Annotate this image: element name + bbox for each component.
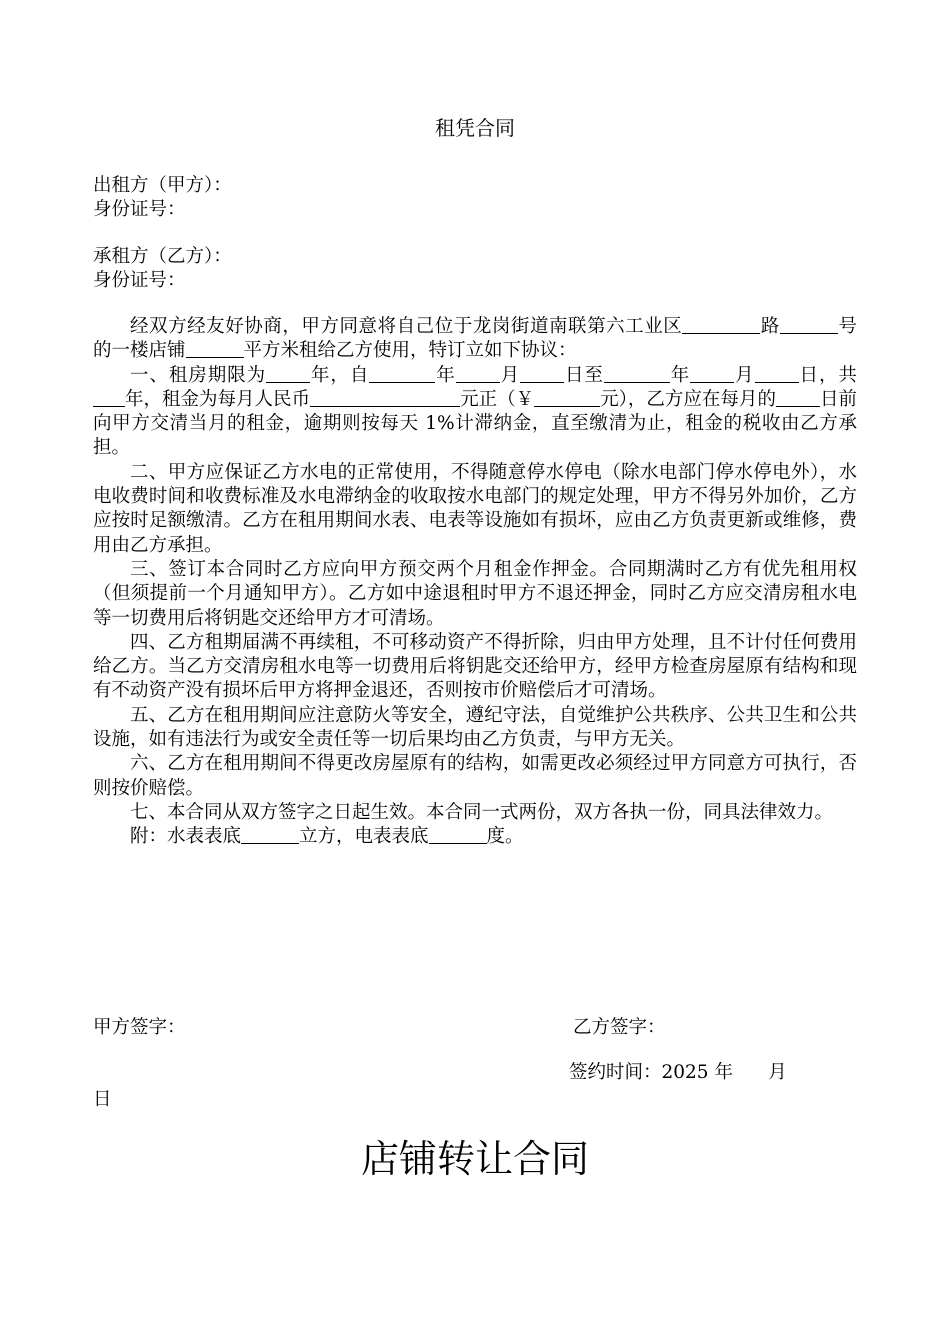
blank-field [604, 364, 670, 383]
clause-text: 月 [734, 364, 755, 386]
blank-field [241, 825, 299, 844]
clause-text: 元），乙方应在每月的 [600, 388, 776, 410]
clause-text: 日至 [564, 364, 604, 386]
clause-3: 三、签订本合同时乙方应向甲方预交两个月租金作押金。合同期满时乙方有优先租用权（但须提前一个月通知甲方）。乙方如中途退租时甲方不退还押金，同时乙方应交清房租水电等一切费用后将钥匙交还给甲方才可清场。 [93, 558, 857, 629]
blank-field [93, 388, 125, 407]
clause-text: 日，共 [798, 364, 857, 386]
appendix-text: 度。 [486, 826, 524, 848]
lessee-label: 承租方（乙方）： [93, 246, 232, 267]
clause-1 [93, 364, 857, 461]
clause-text: 元正（￥ [460, 388, 535, 410]
blank-field [534, 388, 600, 407]
clause-4: 四、乙方租期届满不再续租，不可移动资产不得折除，归由甲方处理，且不计付任何费用给乙方。当乙方交清房租水电等一切费用后将钥匙交还给甲方，经甲方检查房屋原有结构和现有不动资产没有损坏后甲方将押金退还，否则按市价赔偿后才可清场。 [93, 631, 857, 702]
blank-field [755, 364, 799, 383]
blank-field [690, 364, 734, 383]
clause-text: 年，租金为每月人民币 [125, 388, 311, 410]
party-a-signature: 甲方签字： [93, 1017, 186, 1038]
clause-text: 年 [669, 364, 691, 386]
clause-7: 七、本合同从双方签字之日起生效。本合同一式两份，双方各执一份，同具法律效力。 [130, 801, 834, 823]
clause-text: 日前向甲方交清当月的租金，逾期则按每天 1%计滞纳金，直至缴清为止，租金的税收由乙方承担。 [93, 388, 857, 459]
blank-field [369, 364, 435, 383]
contract-body [93, 315, 857, 850]
appendix-text: 立方，电表表底 [299, 826, 429, 848]
intro-text: 号的一楼店铺 [93, 316, 857, 362]
blank-field [682, 315, 760, 334]
contract-title: 租凭合同 [435, 116, 515, 140]
blank-field [186, 339, 244, 358]
clause-text: 年 [435, 364, 456, 386]
clause-6: 六、乙方在租用期间不得更改房屋原有的结构，如需更改必须经过甲方同意方可执行，否则按价赔偿。 [93, 753, 857, 799]
clause-text: 月 [499, 364, 521, 386]
appendix-text: 附：水表表底 [130, 826, 242, 848]
blank-field [266, 364, 310, 383]
blank-field [776, 388, 820, 407]
party-b-signature: 乙方签字： [573, 1017, 666, 1038]
lessor-id-label: 身份证号： [93, 199, 186, 220]
clause-text: 一、租房期限为 [130, 364, 267, 386]
lessor-label: 出租方（甲方）： [93, 175, 232, 196]
blank-field [429, 825, 487, 844]
intro-text: 路 [760, 316, 780, 337]
clause-5: 五、乙方在租用期间应注意防火等安全，遵纪守法，自觉维护公共秩序、公共卫生和公共设施，如有违法行为或安全责任等一切后果均由乙方负责，与甲方无关。 [93, 704, 857, 751]
blank-field [456, 364, 500, 383]
blank-field [780, 315, 838, 334]
lessee-id-label: 身份证号： [93, 270, 186, 291]
sign-day: 日 [93, 1089, 112, 1110]
intro-text: 经双方经友好协商，甲方同意将自己位于龙岗街道南联第六工业区 [130, 316, 683, 337]
sign-date: 签约时间：2025 年 月 [569, 1062, 787, 1083]
intro-paragraph [93, 315, 857, 364]
clause-2: 二、甲方应保证乙方水电的正常使用，不得随意停水停电（除水电部门停水停电外），水电收费时间和收费标准及水电滞纳金的收取按水电部门的规定处理，甲方不得另外加价，乙方应按时足额缴清。乙方在租用期间水表、电表等设施如有损坏，应由乙方负责更新或维修，费用由乙方承担。 [93, 461, 857, 556]
intro-text: 平方米租给乙方使用，特订立如下协议： [243, 340, 577, 362]
next-document-title: 店铺转让合同 [360, 1137, 589, 1181]
appendix-line [93, 825, 857, 849]
blank-field [310, 388, 460, 407]
blank-field [520, 364, 564, 383]
clause-text: 年，自 [310, 364, 370, 386]
